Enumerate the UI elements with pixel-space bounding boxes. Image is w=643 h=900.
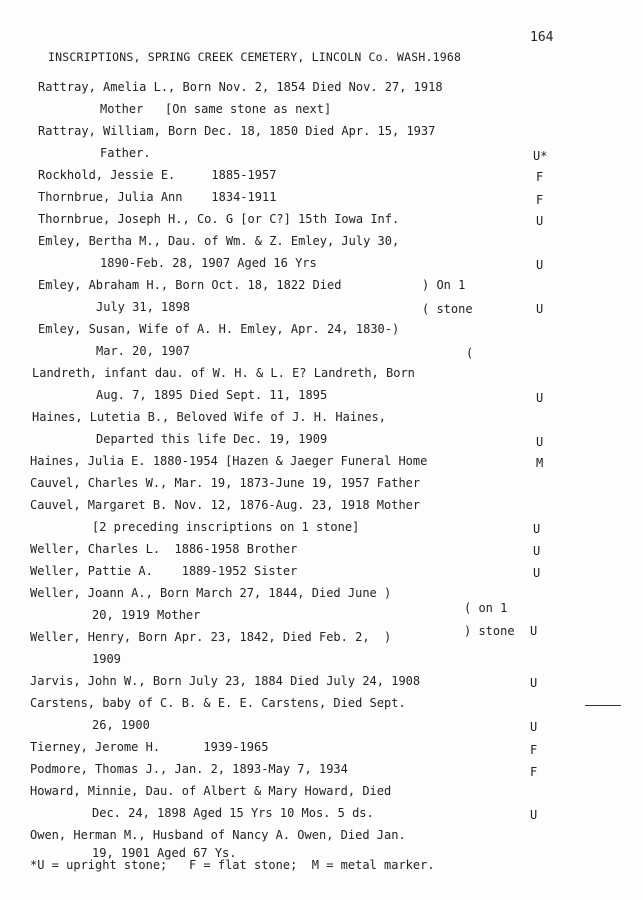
entry-line: Weller, Henry, Born Apr. 23, 1842, Died Feb. 2, ) xyxy=(30,630,392,644)
stone-code: U xyxy=(533,522,541,536)
entry-line: Emley, Bertha M., Dau. of Wm. & Z. Emley, July 30, xyxy=(38,234,400,248)
entry-line: Mother [On same stone as next] xyxy=(100,102,332,116)
page-header: INSCRIPTIONS, SPRING CREEK CEMETERY, LINCOLN Co. WASH.1968 xyxy=(48,50,462,64)
entry-line: 1890-Feb. 28, 1907 Aged 16 Yrs xyxy=(100,256,317,270)
entry-line: Thornbrue, Joseph H., Co. G [or C?] 15th Iowa Inf. xyxy=(38,212,400,226)
margin-dash xyxy=(585,705,621,706)
stone-code: U xyxy=(536,435,544,449)
brace-note: ( xyxy=(466,346,474,360)
entry-line: Weller, Joann A., Born March 27, 1844, Died June ) xyxy=(30,586,392,600)
entry-line: Howard, Minnie, Dau. of Albert & Mary Howard, Died xyxy=(30,784,392,798)
legend-footnote: *U = upright stone; F = flat stone; M = metal marker. xyxy=(30,858,435,872)
entry-line: Aug. 7, 1895 Died Sept. 11, 1895 xyxy=(96,388,328,402)
entry-line: 1909 xyxy=(92,652,121,666)
stone-code: U xyxy=(536,302,544,316)
entry-line: Cauvel, Charles W., Mar. 19, 1873-June 19, 1957 Father xyxy=(30,476,421,490)
stone-code: U xyxy=(533,544,541,558)
entry-line: Owen, Herman M., Husband of Nancy A. Owen, Died Jan. xyxy=(30,828,406,842)
entry-line: Haines, Julia E. 1880-1954 [Hazen & Jaeger Funeral Home xyxy=(30,454,428,468)
stone-code: M xyxy=(536,456,544,470)
page-number: 164 xyxy=(530,30,554,45)
stone-code: U xyxy=(530,624,538,638)
entry-line: Thornbrue, Julia Ann 1834-1911 xyxy=(38,190,277,204)
entry-line: Departed this life Dec. 19, 1909 xyxy=(96,432,328,446)
entry-line: Rockhold, Jessie E. 1885-1957 xyxy=(38,168,277,182)
entry-line: Mar. 20, 1907 xyxy=(96,344,190,358)
entry-line: Rattray, Amelia L., Born Nov. 2, 1854 Died Nov. 27, 1918 xyxy=(38,80,443,94)
entry-line: Jarvis, John W., Born July 23, 1884 Died July 24, 1908 xyxy=(30,674,421,688)
stone-code: F xyxy=(530,765,538,779)
stone-code: F xyxy=(530,743,538,757)
stone-code: U* xyxy=(533,149,548,163)
entry-line: Cauvel, Margaret B. Nov. 12, 1876-Aug. 23, 1918 Mother xyxy=(30,498,421,512)
entry-line: Weller, Pattie A. 1889-1952 Sister xyxy=(30,564,298,578)
entry-line: Tierney, Jerome H. 1939-1965 xyxy=(30,740,269,754)
stone-code: U xyxy=(533,566,541,580)
stone-code: F xyxy=(536,170,544,184)
entry-line: [2 preceding inscriptions on 1 stone] xyxy=(92,520,360,534)
stone-code: F xyxy=(536,193,544,207)
entry-line: Father. xyxy=(100,146,151,160)
entry-line: Haines, Lutetia B., Beloved Wife of J. H. Haines, xyxy=(32,410,387,424)
brace-note: ) On 1 xyxy=(422,278,466,292)
stone-code: U xyxy=(536,214,544,228)
stone-code: U xyxy=(536,391,544,405)
entry-line: 26, 1900 xyxy=(92,718,150,732)
stone-code: U xyxy=(536,258,544,272)
entry-line: Podmore, Thomas J., Jan. 2, 1893-May 7, 1934 xyxy=(30,762,348,776)
stone-code: U xyxy=(530,720,538,734)
stone-code: U xyxy=(530,808,538,822)
brace-note: ( stone xyxy=(422,302,473,316)
brace-note: ( on 1 xyxy=(464,601,508,615)
entry-line: 20, 1919 Mother xyxy=(92,608,201,622)
brace-note: ) stone xyxy=(464,624,515,638)
entry-line: Weller, Charles L. 1886-1958 Brother xyxy=(30,542,298,556)
entry-line: 19, 1901 Aged 67 Ys. xyxy=(92,846,237,860)
entry-line: Emley, Susan, Wife of A. H. Emley, Apr. 24, 1830-) xyxy=(38,322,400,336)
entry-line: Landreth, infant dau. of W. H. & L. E? Landreth, Born xyxy=(32,366,415,380)
stone-code: U xyxy=(530,676,538,690)
entry-line: Dec. 24, 1898 Aged 15 Yrs 10 Mos. 5 ds. xyxy=(92,806,374,820)
entry-line: Carstens, baby of C. B. & E. E. Carstens, Died Sept. xyxy=(30,696,406,710)
entry-line: Emley, Abraham H., Born Oct. 18, 1822 Died xyxy=(38,278,342,292)
entry-line: July 31, 1898 xyxy=(96,300,190,314)
entry-line: Rattray, William, Born Dec. 18, 1850 Died Apr. 15, 1937 xyxy=(38,124,436,138)
